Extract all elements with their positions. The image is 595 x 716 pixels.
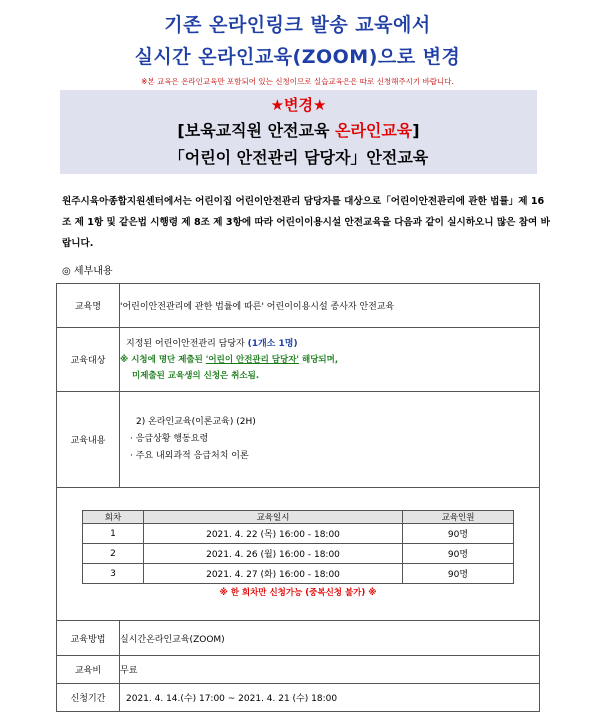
row-target xyxy=(57,328,540,392)
target-note-2: 미제출된 교육생의 신청은 취소됨. xyxy=(132,370,260,381)
schedule-header-round: 회차 xyxy=(83,511,144,524)
fee-value: 무료 xyxy=(120,656,540,684)
row-method xyxy=(57,621,540,656)
schedule-round: 1 xyxy=(83,524,144,544)
section-heading: ◎ 세부내용 xyxy=(62,266,113,277)
method-label: 교육방법 xyxy=(57,621,120,656)
schedule-warning: ※ 한 회차만 신청가능 (중복신청 불가) ※ xyxy=(219,588,377,598)
title-line-1: 기존 온라인링크 발송 교육에서 xyxy=(164,14,431,36)
content-label: 교육내용 xyxy=(57,392,120,488)
row-schedule xyxy=(57,488,540,621)
target-note-1b: '어린이 안전관리 담당자' xyxy=(205,354,300,365)
banner-line-2-close: ] xyxy=(412,121,420,140)
title-line-2: 실시간 온라인교육(ZOOM)으로 변경 xyxy=(134,46,461,68)
schedule-round: 2 xyxy=(83,544,144,564)
schedule-datetime: 2021. 4. 22 (목) 16:00 - 18:00 xyxy=(144,524,403,544)
notice-text: ※본 교육은 온라인교육만 포함되어 있는 신청이므로 실습교육은은 따로 신청해주시기 바랍니다. xyxy=(141,77,454,86)
course-name-label: 교육명 xyxy=(57,284,120,328)
schedule-header-datetime: 교육일시 xyxy=(144,511,403,524)
target-value xyxy=(120,328,540,392)
content-item-3: · 주요 내외과적 응급처치 이론 xyxy=(130,451,249,461)
target-main-text: 지정된 어린이안전관리 담당자 xyxy=(126,338,248,349)
schedule-seats: 90명 xyxy=(403,544,514,564)
schedule-cell xyxy=(57,488,540,621)
target-label: 교육대상 xyxy=(57,328,120,392)
schedule-row xyxy=(83,544,514,564)
target-quota: (1개소 1명) xyxy=(247,338,298,349)
content-item-2: · 응급상황 행동요령 xyxy=(130,434,209,444)
content-item-1: 2) 온라인교육(이론교육) (2H) xyxy=(136,417,256,427)
row-course-name xyxy=(57,284,540,328)
schedule-datetime: 2021. 4. 26 (월) 16:00 - 18:00 xyxy=(144,544,403,564)
target-main xyxy=(120,336,539,352)
title-banner xyxy=(60,90,537,174)
banner-line-2 xyxy=(60,118,537,141)
schedule-table xyxy=(82,510,514,584)
schedule-row xyxy=(83,524,514,544)
row-fee xyxy=(57,656,540,684)
banner-line-3: 「어린이 안전관리 담당자」안전교육 xyxy=(168,148,429,167)
target-note-1c: 해당되며, xyxy=(299,354,339,365)
details-table xyxy=(56,283,540,712)
course-name-value: '어린이안전관리에 관한 법률에 따른' 어린이이용시설 종사자 안전교육 xyxy=(120,284,540,328)
banner-online-highlight: 온라인교육 xyxy=(334,121,413,140)
method-value: 실시간온라인교육(ZOOM) xyxy=(120,621,540,656)
period-label: 신청기간 xyxy=(57,684,120,712)
schedule-header-seats: 교육인원 xyxy=(403,511,514,524)
fee-label: 교육비 xyxy=(57,656,120,684)
schedule-seats: 90명 xyxy=(403,564,514,584)
row-content xyxy=(57,392,540,488)
row-period xyxy=(57,684,540,712)
target-note-1 xyxy=(120,352,539,368)
schedule-seats: 90명 xyxy=(403,524,514,544)
schedule-round: 3 xyxy=(83,564,144,584)
content-value xyxy=(120,392,540,488)
banner-line-2-open: [보육교직원 안전교육 xyxy=(177,121,335,140)
intro-paragraph: 원주시육아종합지원센터에서는 어린이집 어린이안전관리 담당자를 대상으로「어린이안전관리에 관한 법률」제 16조 제 1항 및 같은법 시행령 제 8조 제 3항에 따라 어린이이용시설 안전교육을 다음과 같이 실시하오니 많은 참여 바랍니다. xyxy=(62,196,550,249)
schedule-datetime: 2021. 4. 27 (화) 16:00 - 18:00 xyxy=(144,564,403,584)
change-label: ★변경★ xyxy=(270,96,327,114)
period-value: 2021. 4. 14.(수) 17:00 ~ 2021. 4. 21 (수) 18:00 xyxy=(120,684,540,712)
schedule-row xyxy=(83,564,514,584)
target-note-1a: ※ 시청에 명단 제출된 xyxy=(120,354,206,365)
schedule-header-row xyxy=(83,511,514,524)
